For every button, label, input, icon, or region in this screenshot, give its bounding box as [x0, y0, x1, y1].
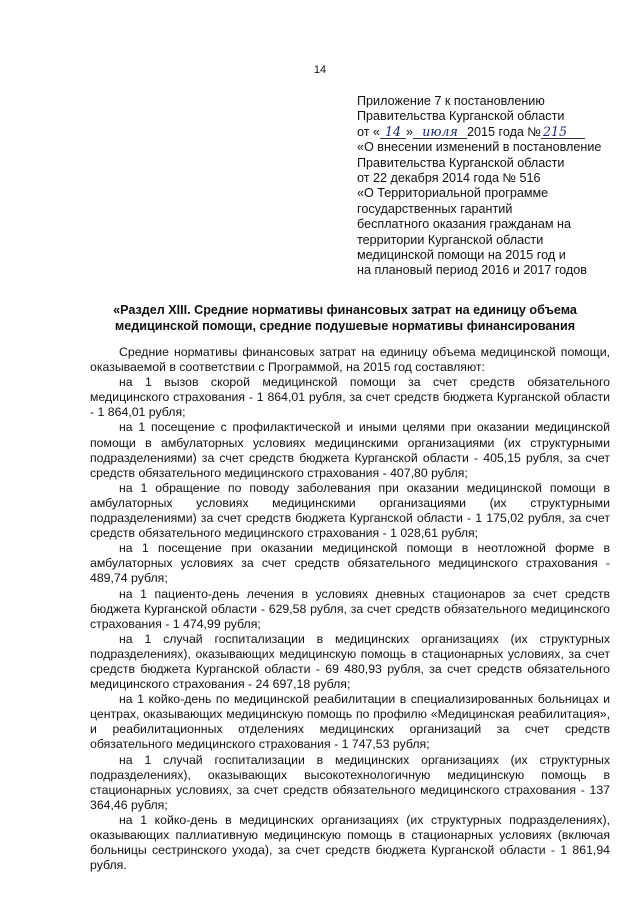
- paragraph: Средние нормативы финансовых затрат на единицу объема медицинской помощи, оказываемой в соответствии с Программой, на 2015 год составляют:: [90, 345, 610, 375]
- document-body: [90, 345, 610, 873]
- appendix-line: Приложение 7 к постановлению: [357, 94, 545, 108]
- handwritten-day: 14: [380, 125, 406, 139]
- date-year: 2015 года №: [467, 124, 541, 139]
- appendix-line: «О внесении изменений в постановление: [357, 140, 602, 155]
- section-title-line: медицинской помощи, средние подушевые нормативы финансирования: [114, 319, 576, 333]
- paragraph: на 1 случай госпитализации в медицинских организациях (их структурных подразделениях), оказывающих медицинскую помощь в стационарных условиях, за счет средств бюджета Курганской области - 69 480,93 рубля, за счет средств обязательного медицинского страхования - 24 697,18 рубля;: [90, 631, 610, 692]
- date-mid: »: [406, 124, 414, 139]
- paragraph: на 1 койко-день по медицинской реабилитации в специализированных больницах и центрах, оказывающих медицинскую помощь по профилю «Медицинская реабилитация», и реабилитационных отделениях медицинских организаций за счет средств обязательного медицинского страхования - 1 747,53 рубля;: [90, 692, 610, 752]
- date-prefix: от «: [357, 124, 380, 139]
- paragraph: на 1 случай госпитализации в медицинских организациях (их структурных подразделениях), оказывающих высокотехнологичную медицинскую помощь в стационарных условиях, за счет средств обязательного медицинского страхования - 137 364,46 рубля;: [90, 752, 610, 812]
- appendix-line: бесплатного оказания гражданам на: [357, 217, 572, 232]
- handwritten-number: 215: [541, 125, 585, 139]
- page-number: 14: [313, 64, 327, 76]
- appendix-line: государственных гарантий: [357, 201, 513, 216]
- appendix-line: территории Курганской области: [357, 232, 544, 247]
- appendix-line: от 22 декабря 2014 года № 516: [357, 171, 541, 186]
- appendix-header: [357, 94, 627, 279]
- appendix-date-line: [357, 125, 627, 140]
- paragraph: на 1 пациенто-день лечения в условиях дневных стационаров за счет средств бюджета Курганской области - 629,58 рубля, за счет средств обязательного медицинского страхования - 1 474,99 рубля;: [90, 586, 610, 631]
- appendix-line: «О Территориальной программе: [357, 186, 549, 201]
- paragraph: на 1 койко-день в медицинских организациях (их структурных подразделениях), оказывающих паллиативную медицинскую помощь в стационарных условиях (включая больницы сестринского ухода), за счет средств бюджета Курганской области - 1 861,94 рубля.: [90, 812, 610, 873]
- handwritten-month: июля: [413, 125, 467, 139]
- paragraph: на 1 посещение с профилактической и иными целями при оказании медицинской помощи в амбулаторных условиях медицинскими организациями (их структурными подразделениями) за счет средств бюджета Курганской области - 405,15 рубля, за счет средств обязательного медицинского страхования - 407,80 рубля;: [90, 420, 610, 480]
- section-title: [90, 302, 600, 334]
- section-title-line: «Раздел XIII. Средние нормативы финансовых затрат на единицу объема: [113, 303, 577, 317]
- appendix-line: Правительства Курганской области: [357, 109, 565, 124]
- appendix-line: на плановый период 2016 и 2017 годов: [357, 263, 587, 278]
- appendix-line: Правительства Курганской области: [357, 155, 565, 170]
- appendix-line: медицинской помощи на 2015 год и: [357, 248, 566, 263]
- paragraph: на 1 обращение по поводу заболевания при оказании медицинской помощи в амбулаторных условиях медицинскими организациями (их структурными подразделениями) за счет средств бюджета Курганской области - 1 175,02 рубля, за счет средств обязательного медицинского страхования - 1 028,61 рубля;: [90, 480, 610, 541]
- paragraph: на 1 вызов скорой медицинской помощи за счет средств обязательного медицинского страхования - 1 864,01 рубля, за счет средств бюджета Курганской области - 1 864,01 рубля;: [90, 375, 610, 420]
- paragraph: на 1 посещение при оказании медицинской помощи в неотложной форме в амбулаторных условиях за счет средств обязательного медицинского страхования - 489,74 рубля;: [90, 541, 610, 586]
